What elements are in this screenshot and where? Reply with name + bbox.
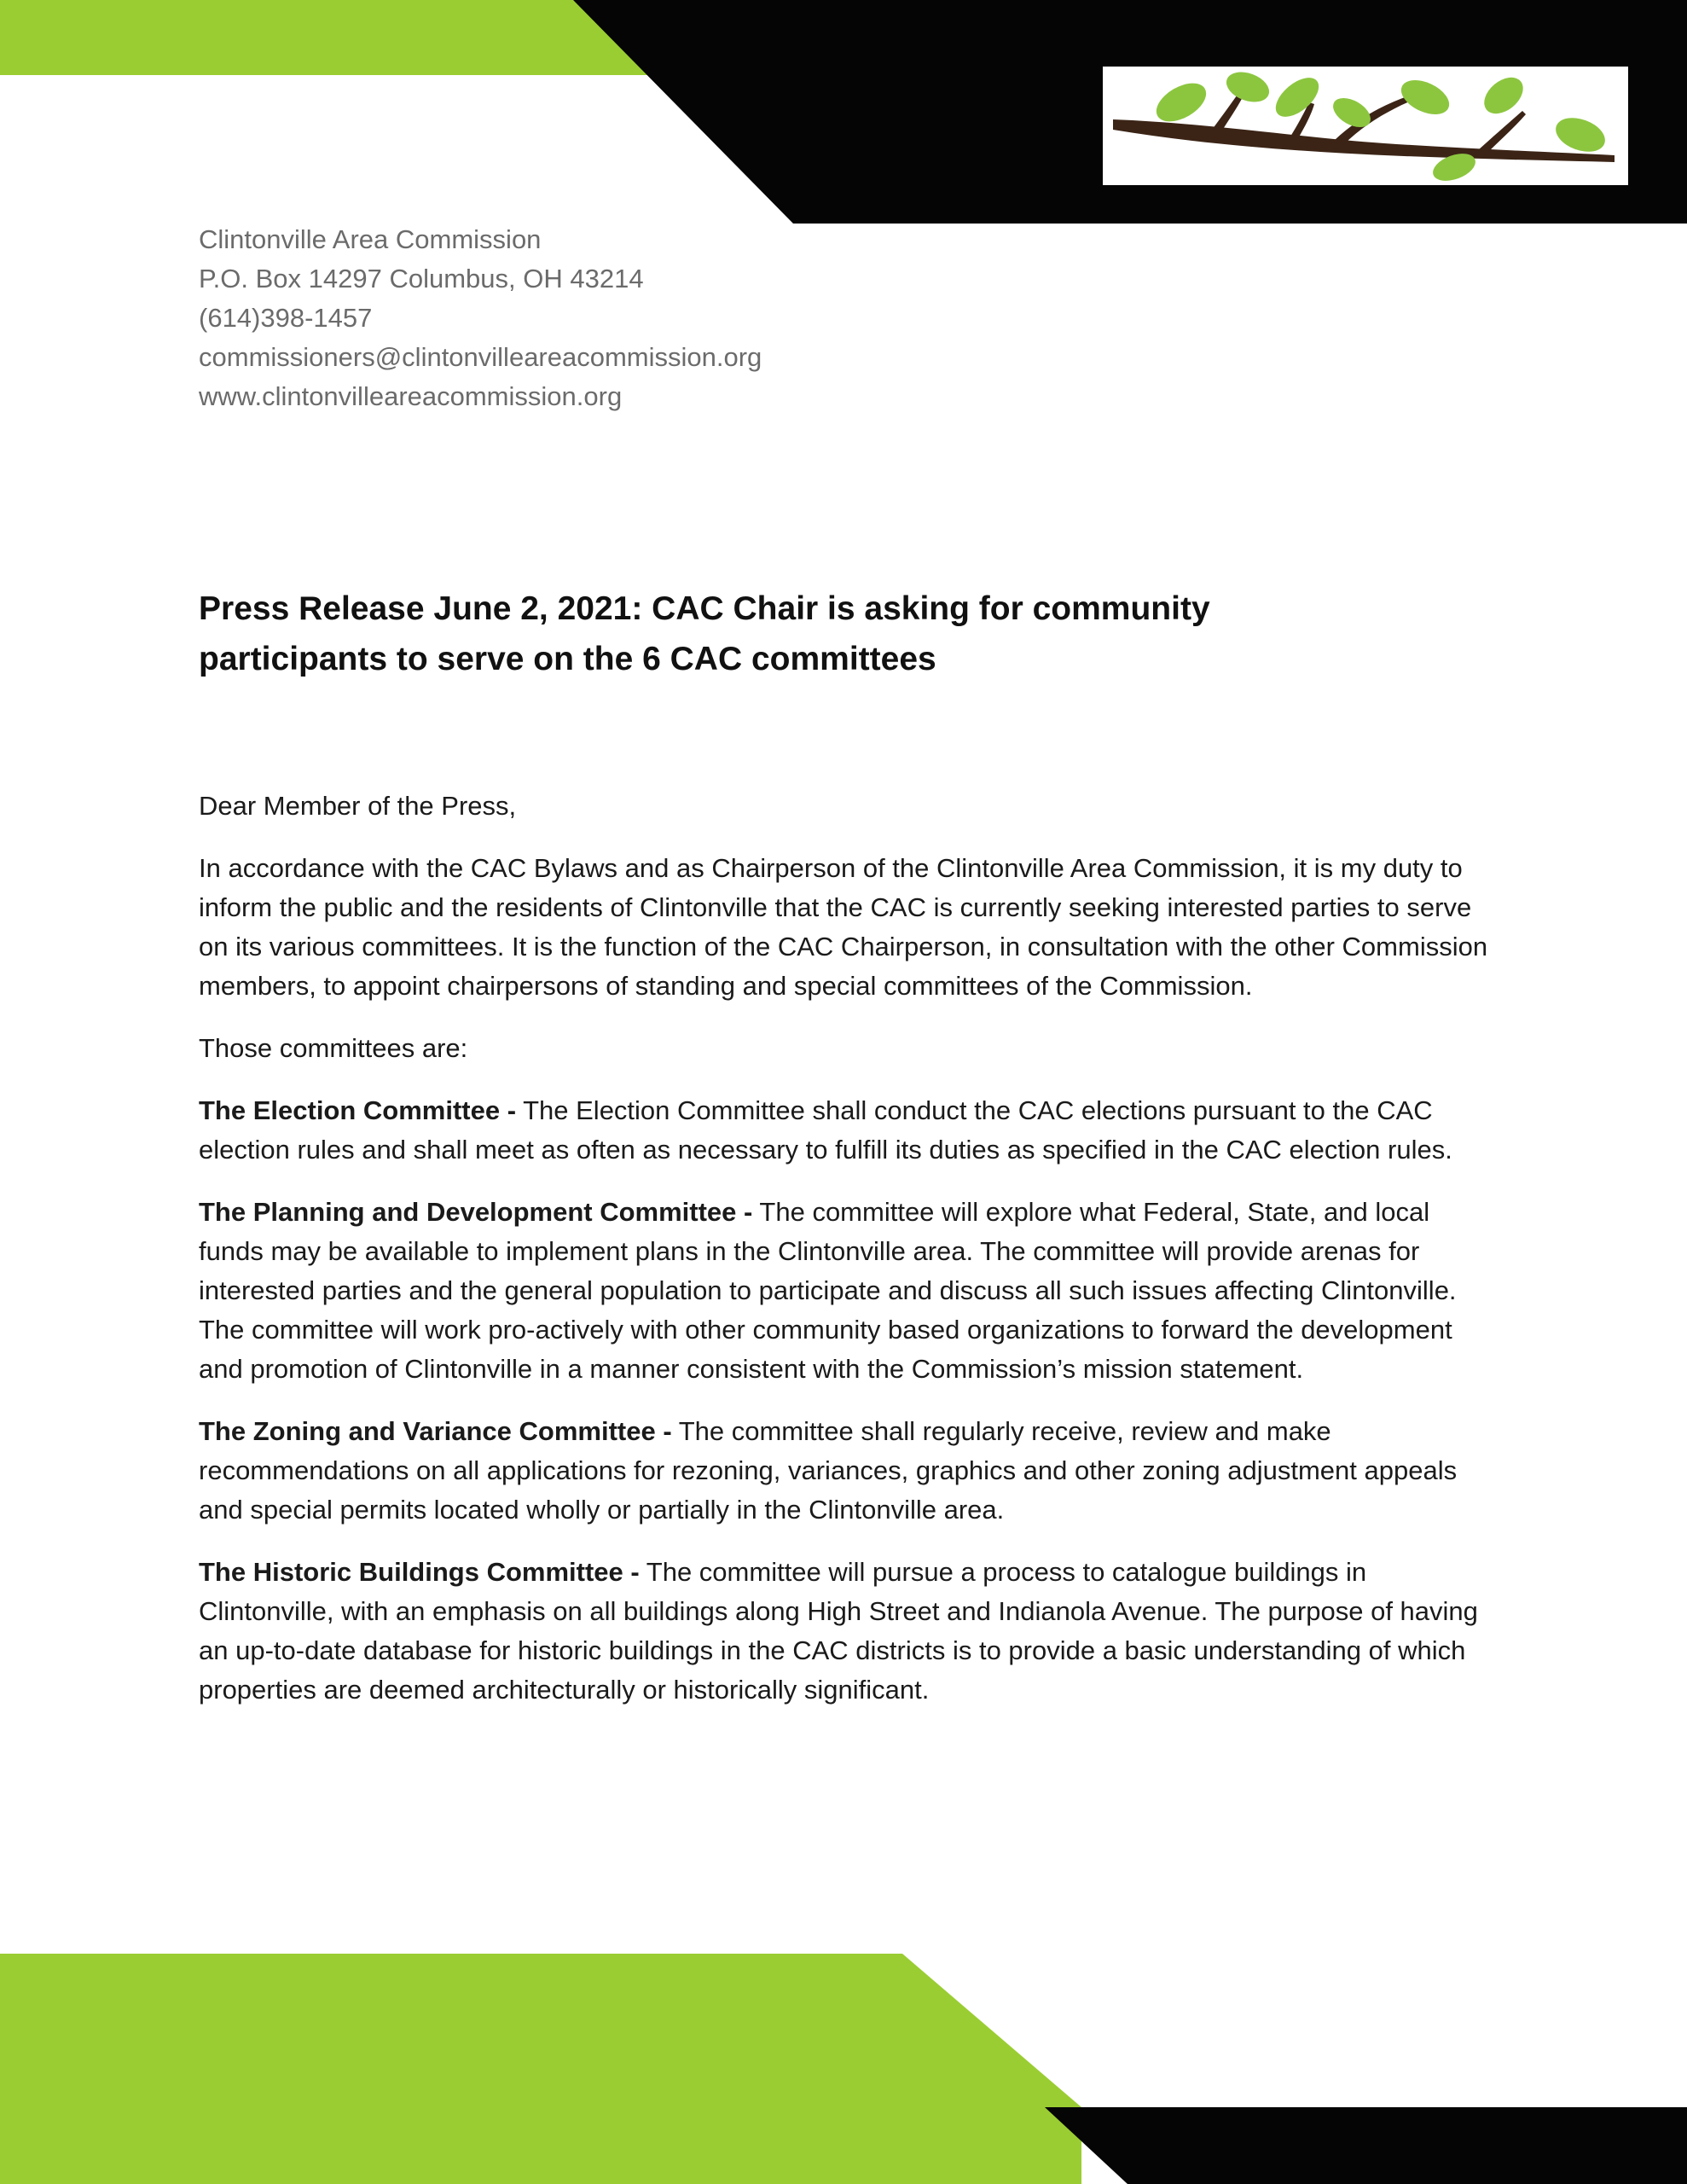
salutation: Dear Member of the Press, bbox=[199, 791, 517, 821]
committee-paragraph bbox=[199, 1091, 1495, 1170]
committee-name: The Election Committee - bbox=[199, 1095, 517, 1125]
tree-branch-with-leaves-icon bbox=[1103, 67, 1628, 185]
letter-body bbox=[199, 787, 1495, 1733]
phone-number: (614)398-1457 bbox=[199, 303, 373, 333]
contact-block bbox=[199, 220, 762, 416]
committee-description: The Election Committee shall conduct the CAC elections pursuant to the CAC election rules and shall meet as often as necessary to fulfill its duties as specified in the CAC election rules. bbox=[199, 1095, 1452, 1165]
website-address[interactable]: www.clintonvilleareacommission.org bbox=[199, 381, 623, 411]
committee-description: The committee will pursue a process to catalogue buildings in Clintonville, with an emphasis on all buildings along High Street and Indianola Avenue. The purpose of having an up-to-date database for historic buildings in the CAC districts is to provide a basic understanding of which properties are deemed architecturally or historically significant. bbox=[199, 1557, 1478, 1705]
logo bbox=[1103, 67, 1628, 185]
committee-name: The Historic Buildings Committee - bbox=[199, 1557, 640, 1587]
committee-paragraph bbox=[199, 1412, 1495, 1530]
committee-description: The committee shall regularly receive, review and make recommendations on all applications for rezoning, variances, graphics and other zoning adjustment appeals and special permits located wholly or partially in the Clintonville area. bbox=[199, 1416, 1458, 1525]
committees-intro: Those committees are: bbox=[199, 1033, 468, 1063]
intro-paragraph: In accordance with the CAC Bylaws and as Chairperson of the Clintonville Area Commission, it is my duty to inform the public and the residents of Clintonville that the CAC is currently seeking interested parties to serve on its various committees. It is the function of the CAC Chairperson, in consultation with the other Commission members, to appoint chairpersons of standing and special committees of the Commission. bbox=[199, 853, 1488, 1001]
page-title bbox=[199, 584, 1478, 684]
committee-name: The Zoning and Variance Committee - bbox=[199, 1416, 672, 1446]
committee-paragraph bbox=[199, 1193, 1495, 1389]
bottom-green-band bbox=[0, 1954, 1081, 2184]
top-green-band bbox=[0, 0, 670, 75]
committee-name: The Planning and Development Committee - bbox=[199, 1197, 753, 1227]
committee-description: The committee will explore what Federal, State, and local funds may be available to implement plans in the Clintonville area. The committee will provide arenas for interested parties and the general population to participate and discuss all such issues affecting Clintonville. The committee will work pro-actively with other community based organizations to forward the development and promotion of Clintonville in a manner consistent with the Commission’s mission statement. bbox=[199, 1197, 1457, 1384]
mailing-address: P.O. Box 14297 Columbus, OH 43214 bbox=[199, 264, 644, 293]
bottom-black-band bbox=[1045, 2107, 1687, 2184]
title-line-1: Press Release June 2, 2021: CAC Chair is asking for community bbox=[199, 590, 1210, 627]
committee-paragraph bbox=[199, 1553, 1495, 1710]
title-line-2: participants to serve on the 6 CAC committees bbox=[199, 641, 936, 677]
org-name: Clintonville Area Commission bbox=[199, 224, 542, 254]
email-address[interactable]: commissioners@clintonvilleareacommission.org bbox=[199, 342, 762, 372]
